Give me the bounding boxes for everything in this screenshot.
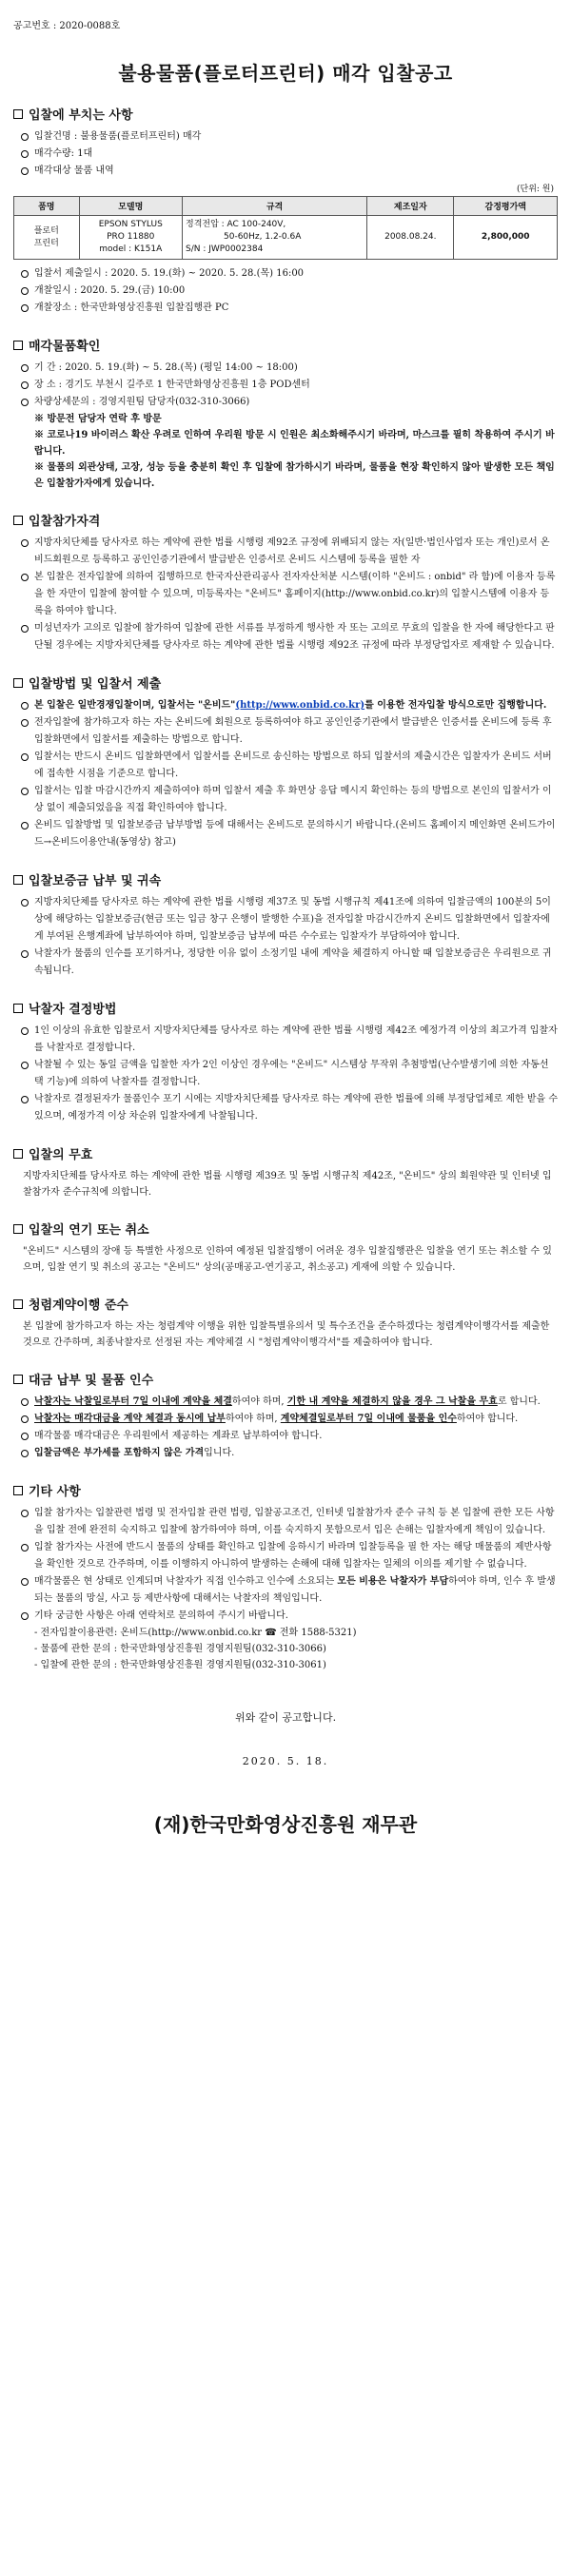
section-title-eligibility: 입찰참가자격 xyxy=(13,511,558,529)
square-bullet-icon xyxy=(13,516,23,525)
note: ※ 코로나19 바이러스 확산 우려로 인하여 우리원 방문 시 인원은 최소화해주시기 바라며, 마스크를 필히 착용하여 주시기 바랍니다. xyxy=(34,430,555,457)
unit-label: (단위: 원) xyxy=(517,185,554,194)
circle-bullet-icon xyxy=(21,753,29,761)
list-item: 매각물품 매각대금은 우리원에서 제공하는 계좌로 납부하여야 합니다. xyxy=(13,1428,558,1445)
section-title-inspection: 매각물품확인 xyxy=(13,336,558,354)
section-title-bidding-method: 입찰방법 및 입찰서 제출 xyxy=(13,673,558,692)
square-bullet-icon xyxy=(13,678,23,688)
doc-number: 공고번호 : 2020-0088호 xyxy=(13,21,121,31)
list-item: 입찰금액은 부가세를 포함하지 않은 가격입니다. xyxy=(13,1445,558,1462)
list-item: 낙찰자로 결정된자가 물품인수 포기 시에는 지방자치단체를 당사자로 하는 계약에 관한 법률에 의해 부정당업체로 제한 받을 수 있으며, 예정가격 이상 차순위 입찰자에게 낙찰됩니다. xyxy=(13,1091,558,1125)
circle-bullet-icon xyxy=(21,1450,29,1457)
table-header: 모델명 xyxy=(79,197,182,216)
list-item: 낙찰될 수 있는 동일 금액을 입찰한 자가 2인 이상인 경우에는 "온비드" 시스템상 무작위 추첨방법(난수발생기에 의한 자동선택 기능)에 의하여 낙찰자를 결정합니다. xyxy=(13,1057,558,1091)
paragraph: 본 입찰에 참가하고자 하는 자는 청렴계약 이행을 위한 입찰특별유의서 및 특수조건을 준수하겠다는 청렴계약이행각서를 제출한 것으로 간주하며, 최종낙찰자로 선정된 자는 계약체결 시 "청렴계약이행각서"를 제출하여야 합니다. xyxy=(23,1321,550,1348)
list-item: 매각수량: 1대 xyxy=(13,146,558,163)
circle-bullet-icon xyxy=(21,381,29,389)
square-bullet-icon xyxy=(13,1149,23,1159)
list-item: 온비드 입찰방법 및 입찰보증금 납부방법 등에 대해서는 온비드로 문의하시기 바랍니다.(온비드 홈페이지 메인화면 온비드가이드→온비드이용안내(동영상) 참고) xyxy=(13,817,558,851)
note: ※ 물품의 외관상태, 고장, 성능 등을 충분히 확인 후 입찰에 참가하시기 바라며, 물품을 현장 확인하지 않아 발생한 모든 책임은 입찰참가자에게 있습니다. xyxy=(34,462,555,489)
list-item: 본 입찰은 전자입찰에 의하여 집행하므로 한국자산관리공사 전자자산처분 시스템(이하 "온비드 : onbid" 라 함)에 이용자 등록을 한 자만이 입찰에 참여할 수 있으며, 미등록자는 "온비드" 홈페이지(http://www.onbid.co.kr)의 입찰시스템에 이용자 등록을 하여야 합니다. xyxy=(13,569,558,620)
circle-bullet-icon xyxy=(21,150,29,158)
square-bullet-icon xyxy=(13,1486,23,1495)
paragraph: "온비드" 시스템의 장애 등 특별한 사정으로 인하여 예정된 입찰집행이 어려운 경우 입찰집행관은 입찰을 연기 또는 취소할 수 있으며, 입찰 연기 및 취소의 공고는 "온비드" 상의(공매공고-연기공고, 취소공고) 게재에 의할 수 있습니다. xyxy=(23,1246,552,1273)
list-item: 지방자치단체를 당사자로 하는 계약에 관한 법률 시행령 제92조 규정에 위배되지 않는 자(일반·법인사업자 또는 개인)로서 온비드회원으로 등록하고 공인인증기관에서 발급받은 인증서로 온비드 시스템에 등록을 필한 자 xyxy=(13,535,558,569)
contact-line: - 입찰에 관한 문의 : 한국만화영상진흥원 경영지원팀(032-310-3061) xyxy=(34,1660,326,1670)
table-row xyxy=(14,216,558,260)
section-title-integrity: 청렴계약이행 준수 xyxy=(13,1295,558,1313)
table-header: 규격 xyxy=(183,197,367,216)
paragraph: 지방자치단체를 당사자로 하는 계약에 관한 법률 시행령 제39조 및 동법 시행규칙 제42조, "온비드" 상의 회원약관 및 인터넷 입찰참가자 준수규칙에 의합니다. xyxy=(23,1171,552,1198)
list-item: 개찰장소 : 한국만화영상진흥원 입찰집행관 PC xyxy=(13,300,558,317)
list-item: 전자입찰에 참가하고자 하는 자는 온비드에 회원으로 등록하여야 하고 공인인증기관에서 발급받은 인증서를 온비드에 등록 후 입찰화면에서 입찰서를 제출하는 방법으로 합니다. xyxy=(13,714,558,749)
circle-bullet-icon xyxy=(21,1510,29,1517)
list-item: 차량상세문의 : 경영지원팀 담당자(032-310-3066) xyxy=(13,394,558,411)
list-item: 1인 이상의 유효한 입찰로서 지방자치단체를 당사자로 하는 계약에 관한 법률 시행령 제42조 예정가격 이상의 최고가격 입찰자를 낙찰자로 결정합니다. xyxy=(13,1023,558,1057)
circle-bullet-icon xyxy=(21,364,29,372)
list-item: 매각대상 물품 내역 xyxy=(13,163,558,180)
contact-line: - 물품에 관한 문의 : 한국만화영상진흥원 경영지원팀(032-310-3066) xyxy=(34,1644,326,1654)
circle-bullet-icon xyxy=(21,574,29,581)
square-bullet-icon xyxy=(13,109,23,119)
contact-line: - 전자입찰이용관련: 온비드(http://www.onbid.co.kr ☎ 전화 1588-5321) xyxy=(34,1628,357,1638)
square-bullet-icon xyxy=(13,1224,23,1234)
list-item: 낙찰자는 낙찰일로부터 7일 이내에 계약을 체결하여야 하며, 기한 내 계약을 체결하지 않을 경우 그 낙찰을 무효로 합니다. xyxy=(13,1394,558,1411)
list-item: 개찰일시 : 2020. 5. 29.(금) 10:00 xyxy=(13,283,558,300)
circle-bullet-icon xyxy=(21,167,29,175)
circle-bullet-icon xyxy=(21,625,29,633)
announcement-date: 2020. 5. 18. xyxy=(242,1755,329,1767)
circle-bullet-icon xyxy=(21,304,29,312)
list-item: 기타 궁금한 사항은 아래 연락처로 문의하여 주시기 바랍니다. xyxy=(13,1608,558,1625)
table-header-row xyxy=(14,197,558,216)
page-title: 불용물품(플로터프린터) 매각 입찰공고 xyxy=(118,62,453,85)
section-title-payment: 대금 납부 및 물품 인수 xyxy=(13,1370,558,1388)
list-item: 입찰서는 입찰 마감시간까지 제출하여야 하며 입찰서 제출 후 화면상 응답 메시지 확인하는 등의 방법으로 본인의 입찰서가 이상 없이 제출되었음을 직접 확인하여야 합니다. xyxy=(13,783,558,817)
square-bullet-icon xyxy=(13,341,23,350)
circle-bullet-icon xyxy=(21,399,29,406)
cell-name: 플로터 프린터 xyxy=(14,216,80,260)
circle-bullet-icon xyxy=(21,822,29,829)
circle-bullet-icon xyxy=(21,539,29,547)
square-bullet-icon xyxy=(13,1299,23,1309)
circle-bullet-icon xyxy=(21,1027,29,1035)
list-item: 입찰 참가자는 입찰관련 법령 및 전자입찰 관련 법령, 입찰공고조건, 인터넷 입찰참가자 준수 규칙 등 본 입찰에 관한 모든 사항을 입찰 전에 완전히 숙지하고 입찰에 참가하여야 하며, 이를 숙지하지 못함으로서 입은 손해는 입찰자에게 책임이 있습니다. xyxy=(13,1505,558,1539)
circle-bullet-icon xyxy=(21,950,29,958)
square-bullet-icon xyxy=(13,1004,23,1013)
table-header: 감정평가액 xyxy=(454,197,558,216)
circle-bullet-icon xyxy=(21,1398,29,1406)
list-item: 장 소 : 경기도 부천시 길주로 1 한국만화영상진흥원 1층 POD센터 xyxy=(13,377,558,394)
square-bullet-icon xyxy=(13,875,23,885)
circle-bullet-icon xyxy=(21,133,29,141)
table-header: 제조일자 xyxy=(367,197,454,216)
cell-date: 2008.08.24. xyxy=(367,216,454,260)
section-title-deposit: 입찰보증금 납부 및 귀속 xyxy=(13,870,558,888)
section-title-invalid: 입찰의 무효 xyxy=(13,1144,558,1162)
list-item: 낙찰자는 매각대금을 계약 체결과 동시에 납부하여야 하며, 계약체결일로부터 7일 이내에 물품을 인수하여야 합니다. xyxy=(13,1411,558,1428)
section-title-postpone: 입찰의 연기 또는 취소 xyxy=(13,1220,558,1238)
circle-bullet-icon xyxy=(21,1062,29,1069)
list-item: 입찰서는 반드시 온비드 입찰화면에서 입찰서를 온비드로 송신하는 방법으로 하되 입찰서의 제출시간은 입찰자가 온비드 서버에 접속한 시점을 기준으로 합니다. xyxy=(13,749,558,783)
circle-bullet-icon xyxy=(21,1415,29,1423)
circle-bullet-icon xyxy=(21,788,29,795)
circle-bullet-icon xyxy=(21,1096,29,1103)
note: ※ 방문전 담당자 연락 후 방문 xyxy=(34,414,162,424)
cell-spec: 정격전압 : AC 100-240V, 50-60Hz, 1.2-0.6A S/N : JWP0002384 xyxy=(183,216,367,260)
list-item: 낙찰자가 물품의 인수를 포기하거나, 정당한 이유 없이 소정기일 내에 계약을 체결하지 아니할 때 입찰보증금은 우리원으로 귀속됩니다. xyxy=(13,946,558,980)
list-item: 입찰 참가자는 사전에 반드시 물품의 상태를 확인하고 입찰에 응하시기 바라며 입찰등록을 필 한 자는 해당 매물품의 제반사항을 확인한 것으로 간주하며, 이를 이행하지 아니하여 발생하는 손해에 대해 입찰자는 일체의 이의를 제기할 수 없습니다. xyxy=(13,1539,558,1573)
circle-bullet-icon xyxy=(21,270,29,278)
list-item: 지방자치단체를 당사자로 하는 계약에 관한 법률 시행령 제37조 및 동법 시행규칙 제41조에 의하여 입찰금액의 100분의 5이상에 해당하는 입찰보증금(현금 또는 입금 창구 은행이 발행한 수표)을 전자입찰 마감시간까지 온비드 입찰화면에서 입찰자에게 부여된 은행계좌에 납부하여야 하며, 입찰보증금 납부에 따른 수수료는 입찰자가 부담하여야 합니다. xyxy=(13,894,558,946)
circle-bullet-icon xyxy=(21,899,29,907)
list-item: 입찰서 제출일시 : 2020. 5. 19.(화) ~ 2020. 5. 28.(목) 16:00 xyxy=(13,265,558,283)
section-title-items: 입찰에 부치는 사항 xyxy=(13,105,558,123)
cell-model: EPSON STYLUS PRO 11880 model : K151A xyxy=(79,216,182,260)
section-title-other: 기타 사항 xyxy=(13,1481,558,1499)
circle-bullet-icon xyxy=(21,1578,29,1586)
closing-text: 위와 같이 공고합니다. xyxy=(234,1711,337,1724)
circle-bullet-icon xyxy=(21,287,29,295)
list-item: 본 입찰은 일반경쟁입찰이며, 입찰서는 "온비드"(http://www.onbid.co.kr)를 이용한 전자입찰 방식으로만 집행합니다. xyxy=(13,697,558,714)
organization-signature: (재)한국만화영상진흥원 재무관 xyxy=(153,1813,418,1836)
section-title-winner: 낙찰자 결정방법 xyxy=(13,999,558,1017)
list-item: 미성년자가 고의로 입찰에 참가하여 입찰에 관한 서류를 부정하게 행사한 자 또는 고의로 무효의 입찰을 한 자에 해당한다고 판단될 경우에는 지방자치단체를 당사자로 하는 계약에 관한 법률 시행령 제92조 규정에 따라 부정당업자로 제재할 수 있습니다. xyxy=(13,620,558,654)
list-item: 입찰건명 : 불용물품(플로터프린터) 매각 xyxy=(13,128,558,146)
list-item: 기 간 : 2020. 5. 19.(화) ~ 5. 28.(목) (평일 14:00 ~ 18:00) xyxy=(13,360,558,377)
square-bullet-icon xyxy=(13,1375,23,1384)
onbid-link[interactable]: (http://www.onbid.co.kr) xyxy=(235,700,365,711)
cell-price: 2,800,000 xyxy=(454,216,558,260)
circle-bullet-icon xyxy=(21,1433,29,1440)
circle-bullet-icon xyxy=(21,1544,29,1551)
circle-bullet-icon xyxy=(21,719,29,727)
table-header: 품명 xyxy=(14,197,80,216)
goods-table xyxy=(13,196,558,260)
list-item: 매각물품은 현 상태로 인계되며 낙찰자가 직접 인수하고 인수에 소요되는 모든 비용은 낙찰자가 부담하여야 하며, 인수 후 발생되는 물품의 망실, 사고 등 제반사항에 대해서는 낙찰자의 책임입니다. xyxy=(13,1573,558,1608)
circle-bullet-icon xyxy=(21,702,29,710)
circle-bullet-icon xyxy=(21,1612,29,1620)
